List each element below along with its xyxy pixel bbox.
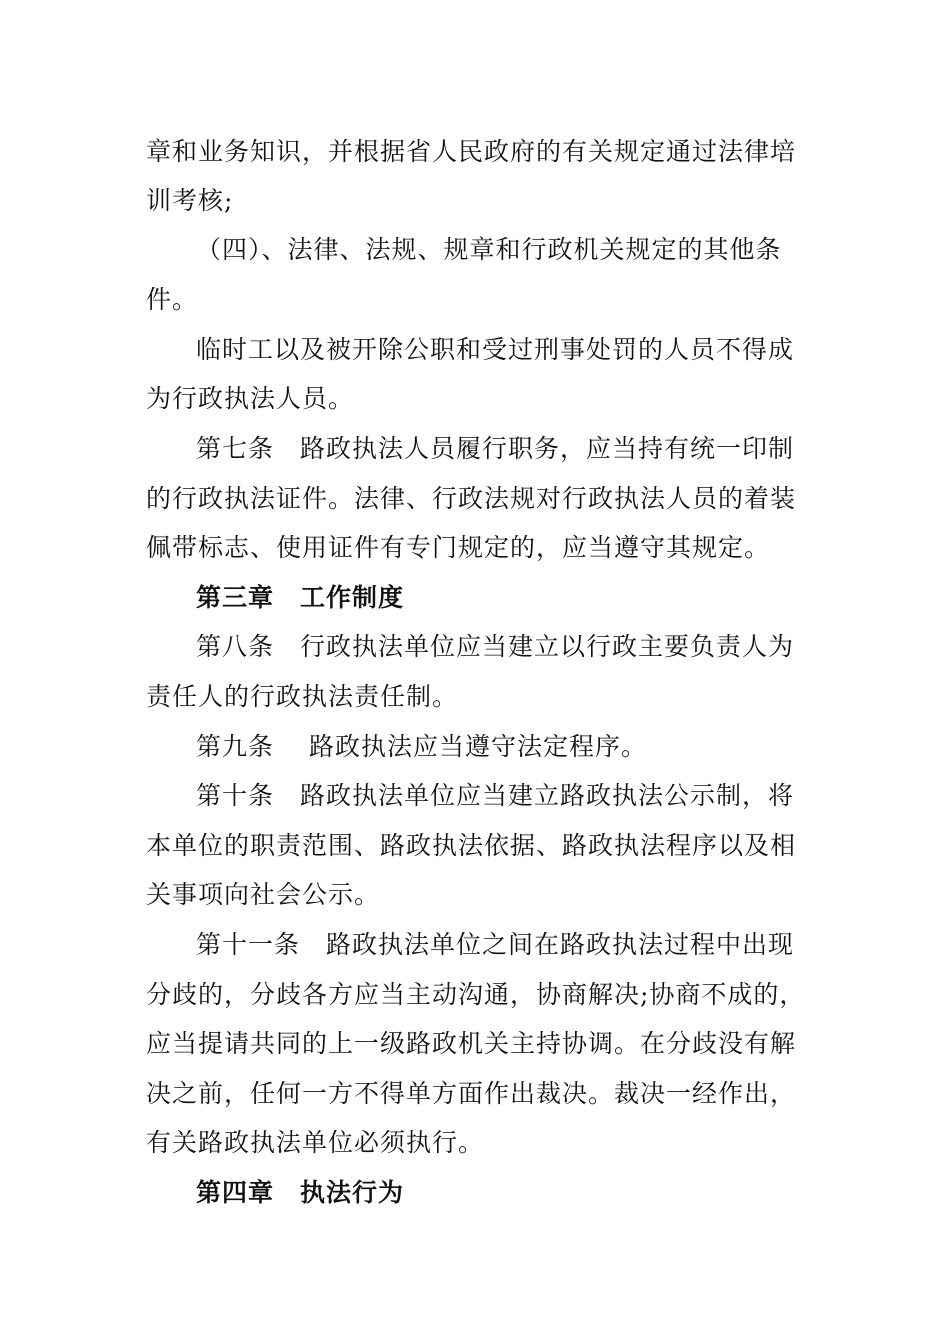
chapter-heading-3: 第三章 工作制度 <box>196 583 405 612</box>
text-line: （四）、法律、法规、规章和行政机关规定的其他条 <box>196 235 782 264</box>
text-line: 的行政执法证件。法律、行政法规对行政执法人员的着装 <box>146 484 797 513</box>
text-line: 训考核; <box>146 186 234 215</box>
text-line: 分歧的，分歧各方应当主动沟通，协商解决;协商不成的， <box>146 980 806 1009</box>
article-10: 第十条 路政执法单位应当建立路政执法公示制，将 <box>196 781 795 810</box>
text-line: 章和业务知识，并根据省人民政府的有关规定通过法律培 <box>146 137 797 166</box>
article-7: 第七条 路政执法人员履行职务，应当持有统一印制 <box>196 434 795 463</box>
article-8: 第八条 行政执法单位应当建立以行政主要负责人为 <box>196 632 795 661</box>
article-9: 第九条 路政执法应当遵守法定程序。 <box>196 732 647 761</box>
text-line: 应当提请共同的上一级路政机关主持协调。在分歧没有解 <box>146 1029 797 1058</box>
text-line: 为行政执法人员。 <box>146 384 355 413</box>
text-line: 件。 <box>146 285 199 314</box>
text-line: 责任人的行政执法责任制。 <box>146 682 459 711</box>
article-11: 第十一条 路政执法单位之间在路政执法过程中出现 <box>196 930 795 959</box>
text-line: 佩带标志、使用证件有专门规定的，应当遵守其规定。 <box>146 533 771 562</box>
text-line: 决之前，任何一方不得单方面作出裁决。裁决一经作出， <box>146 1079 797 1108</box>
text-line: 有关路政执法单位必须执行。 <box>146 1128 485 1157</box>
chapter-heading-4: 第四章 执法行为 <box>196 1178 405 1207</box>
text-line: 临时工以及被开除公职和受过刑事处罚的人员不得成 <box>196 335 795 364</box>
text-line: 关事项向社会公示。 <box>146 880 381 909</box>
text-line: 本单位的职责范围、路政执法依据、路政执法程序以及相 <box>146 831 797 860</box>
